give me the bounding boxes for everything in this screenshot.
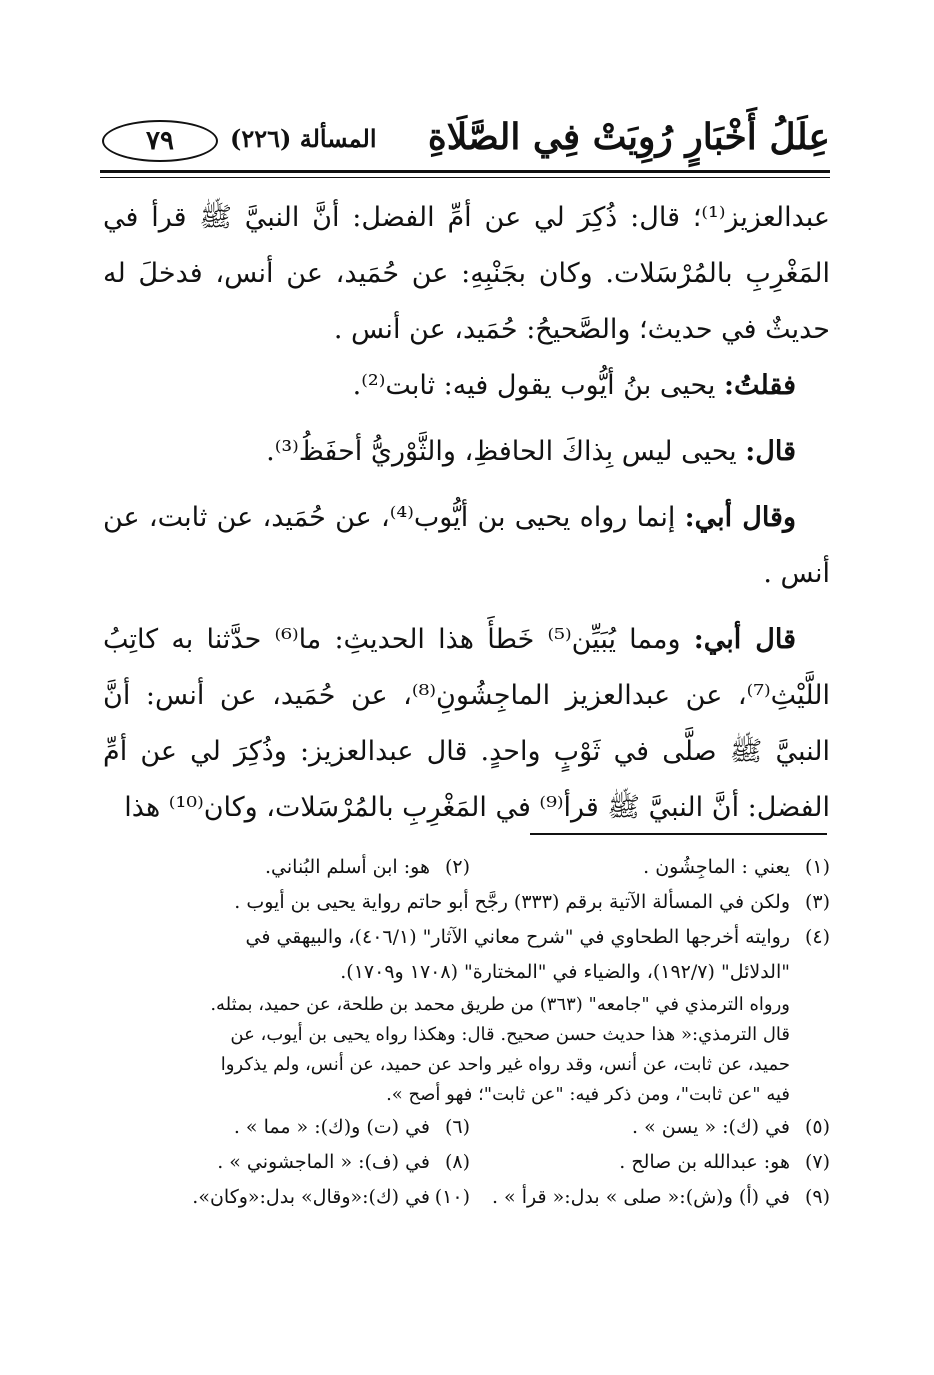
paragraph-5-text: ومما يُبَيِّن⁽⁵⁾ خَطأَ هذا الحديثِ: ما⁽⁶⁾ حدَّثنا به كاتِبُ اللَّيْثِ⁽⁷⁾، عن عبدالعزيز الماجِشُونِ⁽⁸⁾، عن حُمَيد، عن أنس: أنَّ النبيَّ ﷺ صلَّى في ثَوْبٍ واحدٍ. قال عبدالعزيز: وذُكِرَ لي عن أمِّ الفضل: أنَّ النبيَّ ﷺ قرأ⁽⁹⁾ في المَغْرِبِ بالمُرْسَلات، وكان⁽¹⁰⁾ هذا — [103, 624, 830, 823]
footnote-text: هو: ابن أسلم البُناني. — [264, 856, 430, 878]
paragraph-3-text: يحيى ليس بِذاكَ الحافظِ، والثَّوْريُّ أحفَظُ⁽³⁾. — [266, 436, 746, 467]
footnote-row — [105, 1110, 830, 1145]
footnote-4-line-2: "الدلائل" (١٩٢/٧)، والضياء في "المختارة" (١٧٠٨ و١٧٠٩). — [340, 961, 790, 983]
footnote-divider — [530, 833, 827, 835]
paragraph-5 — [103, 612, 830, 836]
page-header — [100, 100, 830, 170]
header-rule-thick — [100, 170, 830, 173]
footnote-8 — [110, 1145, 470, 1180]
footnote-number: (٢) — [444, 856, 470, 878]
footnote-text: في (ت) و(ك): « مما » . — [233, 1116, 430, 1138]
footnote-text: في (ف): « الماجشوني » . — [217, 1151, 430, 1173]
book-title: عِلَلُ أَخْبَارٍ رُوِيَتْ فِي الصَّلَاةِ — [427, 116, 830, 158]
paragraph-2-text: يحيى بنُ أيُّوب يقول فيه: ثابت⁽²⁾. — [352, 370, 725, 401]
footnote-number: (٧) — [804, 1151, 830, 1173]
footnote-4-line-3: ورواه الترمذي في "جامعه" (٣٦٣) من طريق محمد بن طلحة، عن حميد، بمثله. — [210, 994, 790, 1015]
footnote-number: (٦) — [444, 1116, 470, 1138]
footnote-10 — [110, 1180, 470, 1215]
footnote-4-line-4: قال الترمذي:« هذا حديث حسن صحيح. قال: وهكذا رواه يحيى بن أيوب، عن — [230, 1024, 790, 1045]
footnote-number: (٩) — [804, 1186, 830, 1208]
footnote-number: (٣) — [804, 891, 830, 913]
footnote-2 — [110, 850, 470, 885]
footnote-row — [105, 1180, 830, 1215]
footnote-5 — [470, 1110, 830, 1145]
footnote-6 — [110, 1110, 470, 1145]
footnote-text: هو: عبدالله بن صالح . — [619, 1151, 790, 1173]
footnote-number: (١٠) — [434, 1186, 470, 1208]
footnote-text: في (ك):«وقال» بدل:«وكان». — [192, 1186, 430, 1208]
paragraph-5-lead: قال أبي: — [693, 624, 796, 655]
footnote-3 — [105, 885, 830, 920]
paragraph-1: عبدالعزيز⁽¹⁾؛ قال: ذُكِرَ لي عن أمِّ الفضل: أنَّ النبيَّ ﷺ قرأ في المَغْرِبِ بالمُرْسَلات. وكان بجَنْبِهِ: عن حُمَيد، عن أنس، فدخلَ له حديثٌ في حديث؛ والصَّحيحُ: حُمَيد، عن أنس . — [103, 202, 830, 345]
footnote-4 — [105, 920, 830, 955]
footnote-text: في (ك): « يسن » . — [632, 1116, 790, 1138]
paragraph-3 — [103, 424, 830, 480]
paragraph-4-lead: وقال أبي: — [684, 502, 796, 533]
main-text — [103, 190, 830, 836]
header-rule-thin — [100, 177, 830, 178]
footnote-4-line-5: حميد، عن ثابت، عن أنس، وقد رواه غير واحد عن حميد، عن أنس، ولم يذكروا — [220, 1054, 790, 1075]
footnote-text: روايته أخرجها الطحاوي في "شرح معاني الآثار" (٤٠٦/١)، والبيهقي في — [245, 926, 790, 948]
footnote-number: (٨) — [444, 1151, 470, 1173]
page-number-badge: ٧٩ — [102, 120, 218, 162]
paragraph-2-lead: فقلتُ: — [724, 370, 796, 401]
footnote-text: يعني : الماجِشُون . — [643, 856, 790, 878]
footnote-4-line-6: فيه "عن ثابت"، ومن ذكر فيه: "عن ثابت"؛ فهو أصح ». — [386, 1084, 790, 1105]
footnotes — [105, 850, 830, 1215]
paragraph-2 — [103, 358, 830, 414]
footnote-1 — [470, 850, 830, 885]
footnote-row — [105, 850, 830, 885]
paragraph-4-text: إنما رواه يحيى بن أيُّوب⁽⁴⁾، عن حُمَيد، عن ثابت، عن أنس . — [103, 502, 830, 589]
footnote-number: (١) — [804, 856, 830, 878]
paragraph-3-lead: قال: — [745, 436, 796, 467]
footnote-number: (٤) — [804, 926, 830, 948]
footnote-number: (٥) — [804, 1116, 830, 1138]
issue-label: المسألة (٢٢٦) — [230, 124, 377, 153]
footnote-text: ولكن في المسألة الآتية برقم (٣٣٣) رجَّح أبو حاتم رواية يحيى بن أيوب . — [234, 891, 790, 913]
footnote-row — [105, 1145, 830, 1180]
paragraph-4 — [103, 490, 830, 602]
footnote-9 — [470, 1180, 830, 1215]
footnote-text: في (أ) و(ش):« صلى » بدل:« قرأ » . — [491, 1186, 790, 1208]
footnote-7 — [470, 1145, 830, 1180]
